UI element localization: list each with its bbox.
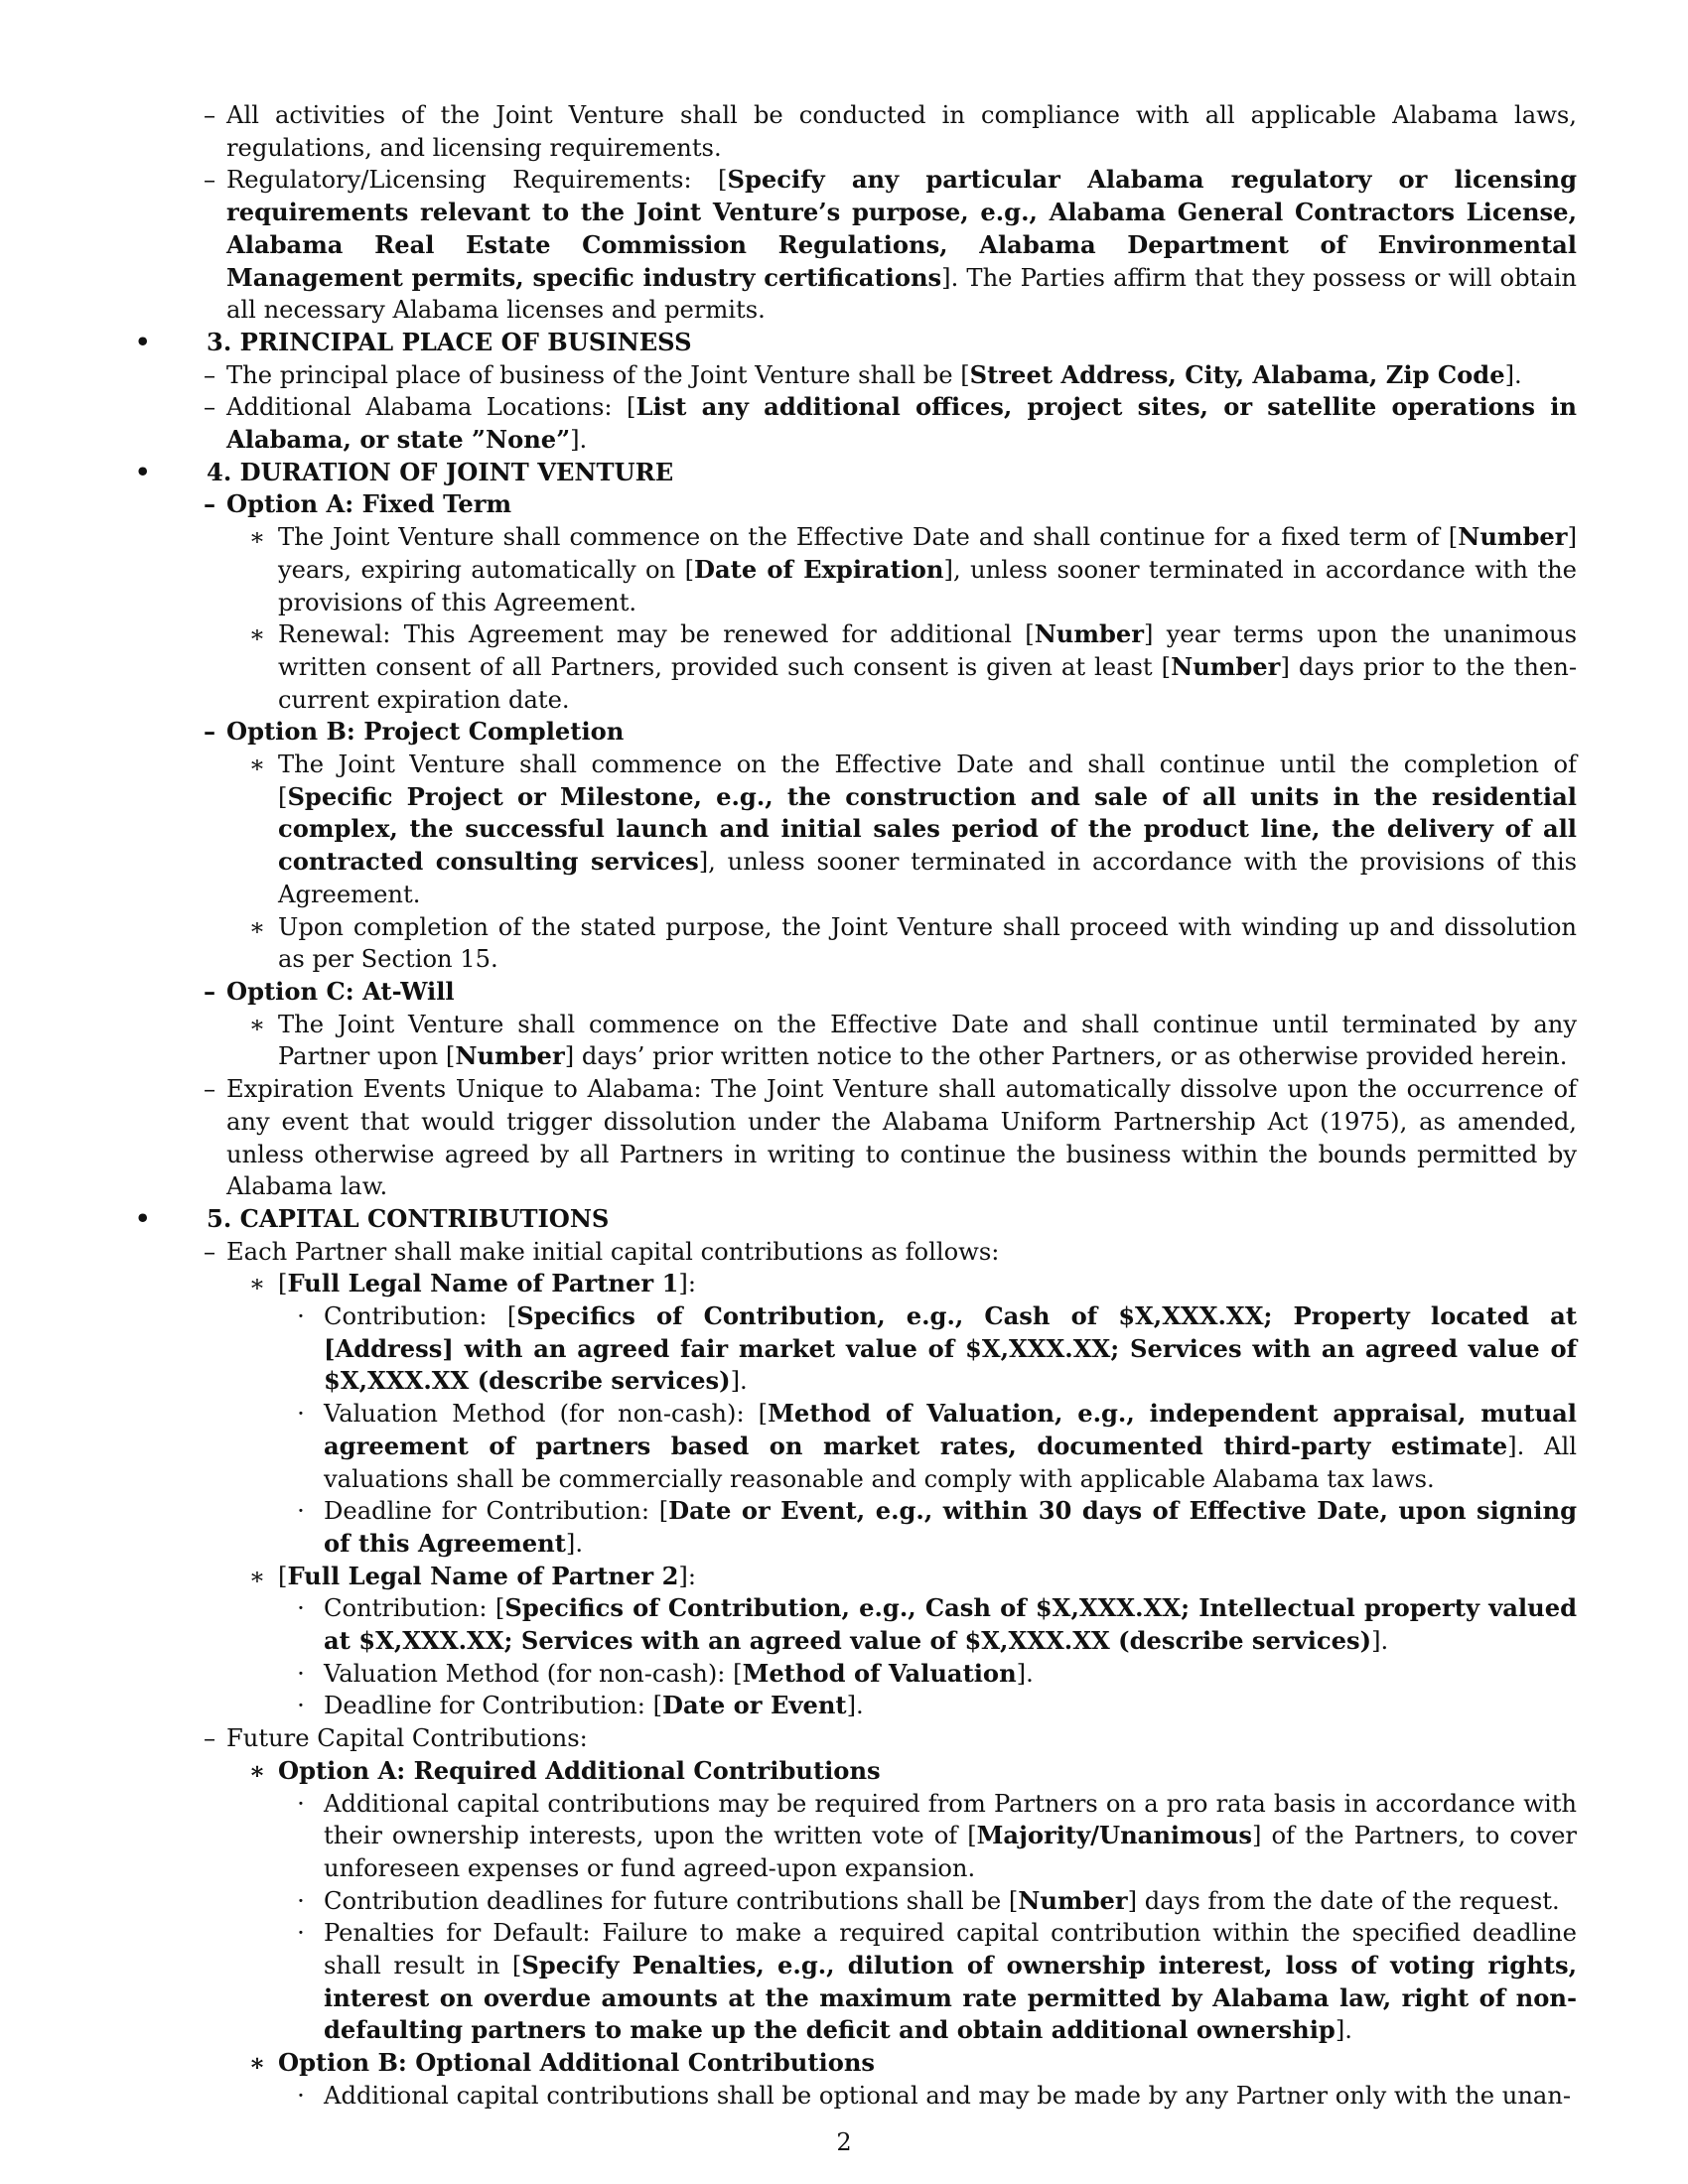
option-title: Option A: Fixed Term	[226, 489, 512, 519]
placeholder-text: Full Legal Name of Partner 1	[287, 1269, 679, 1298]
item-text: Each Partner shall make initial capital contributions as follows:	[226, 1237, 1000, 1266]
placeholder-text: Date of Expiration	[694, 554, 944, 584]
placeholder-text: Number	[1171, 651, 1281, 681]
star-marker: ∗	[248, 523, 266, 552]
item-text: ].	[565, 1529, 584, 1558]
dot-marker: ·	[297, 2081, 305, 2110]
placeholder-text: Number	[1034, 619, 1145, 649]
dash-marker: –	[203, 360, 216, 389]
option-heading	[131, 2047, 1577, 2080]
list-item	[131, 391, 1577, 456]
item-text: Future Capital Contributions:	[226, 1724, 588, 1753]
item-text: Additional capital contributions shall be optional and may be made by any Partner only with the unan-	[324, 2081, 1572, 2110]
dash-marker: –	[203, 489, 216, 519]
dot-marker: ·	[297, 1400, 305, 1429]
section-title: 5. CAPITAL CONTRIBUTIONS	[207, 1203, 610, 1233]
item-text: Renewal: This Agreement may be renewed for additional [	[278, 620, 1035, 649]
option-title: Option A: Required Additional Contributions	[278, 1755, 881, 1785]
item-text: ] of the Partners, to cover unforeseen expenses or fund agreed-upon expansion.	[324, 1822, 1577, 1882]
list-item	[131, 1690, 1577, 1722]
star-marker: ∗	[248, 912, 266, 941]
document-body	[131, 99, 1577, 2113]
option-heading	[131, 488, 1577, 521]
item-text: Valuation Method (for non-cash): [	[324, 1659, 743, 1688]
item-text: Deadline for Contribution: [	[324, 1497, 669, 1526]
item-text: The Joint Venture shall commence on the Effective Date and shall continue until the completion of [	[278, 751, 1577, 811]
list-item	[131, 1788, 1577, 1885]
dash-marker: –	[203, 1724, 216, 1753]
item-text: The principal place of business of the Joint Venture shall be [	[226, 360, 970, 389]
list-item	[131, 164, 1577, 327]
option-heading	[131, 976, 1577, 1009]
dot-marker: ·	[297, 1302, 305, 1331]
list-item	[131, 1658, 1577, 1691]
bullet-marker: •	[135, 457, 151, 486]
item-text: ], unless sooner terminated in accordance with the provisions of this Agreement.	[278, 848, 1577, 908]
item-text: Regulatory/Licensing Requirements: [	[226, 166, 728, 195]
item-text: Valuation Method (for non-cash): [	[324, 1400, 769, 1429]
placeholder-text: List any additional offices, project sites, or satellite operations in Alabama, or state ”None”	[226, 392, 1577, 455]
list-item	[131, 1236, 1577, 1269]
placeholder-text: Specify any particular Alabama regulatory or licensing requirements relevant to the Joint Venture’s purpose, e.g., Alabama General Contractors License, Alabama Real Estate Commission Regulations, Alabama Department of Environmental Management permits, specific industry certifications	[226, 165, 1577, 292]
list-item	[131, 911, 1577, 976]
dot-marker: ·	[297, 1886, 305, 1915]
dash-marker: –	[203, 393, 216, 422]
dash-marker: –	[203, 717, 216, 747]
item-text: The Joint Venture shall commence on the Effective Date and shall continue until terminated by any Partner upon [	[278, 1010, 1577, 1071]
item-text: [	[278, 1562, 288, 1590]
item-text: ] days from the date of the request.	[1127, 1886, 1560, 1915]
item-text: Additional capital contributions may be required from Partners on a pro rata basis in accordance with their ownership interests, upon the written vote of [	[324, 1789, 1577, 1850]
dash-marker: –	[203, 1075, 216, 1104]
list-item	[131, 1268, 1577, 1300]
option-title: Option B: Optional Additional Contributions	[278, 2048, 876, 2078]
item-text: ] year terms upon the unanimous written consent of all Partners, provided such consent is given at least [	[278, 620, 1577, 681]
item-text: ].	[1016, 1659, 1034, 1688]
list-item	[131, 1009, 1577, 1073]
star-marker: ∗	[248, 1270, 266, 1298]
placeholder-text: Number	[1018, 1885, 1128, 1915]
dash-marker: –	[203, 101, 216, 129]
item-text: The Joint Venture shall commence on the Effective Date and shall continue for a fixed term of [	[278, 523, 1459, 552]
list-item	[131, 749, 1577, 911]
star-marker: ∗	[248, 751, 266, 779]
item-text: ]. The Parties affirm that they possess or will obtain all necessary Alabama licenses and permits.	[226, 263, 1578, 325]
star-marker: ∗	[248, 1755, 266, 1785]
bullet-marker: •	[135, 327, 151, 356]
section-title: 3. PRINCIPAL PLACE OF BUSINESS	[207, 327, 692, 356]
list-item	[131, 1561, 1577, 1593]
option-title: Option B: Project Completion	[226, 717, 625, 747]
list-item	[131, 1917, 1577, 2047]
star-marker: ∗	[248, 1562, 266, 1590]
list-item	[131, 1300, 1577, 1398]
placeholder-text: Street Address, City, Alabama, Zip Code	[969, 359, 1505, 389]
item-text: [	[278, 1270, 288, 1298]
placeholder-text: Majority/Unanimous	[976, 1821, 1253, 1850]
placeholder-text: Method of Valuation, e.g., independent appraisal, mutual agreement of partners based on market rates, documented third-party estimate	[324, 1399, 1577, 1460]
list-item	[131, 99, 1577, 164]
option-title: Option C: At-Will	[226, 976, 455, 1006]
placeholder-text: Specific Project or Milestone, e.g., the construction and sale of all units in the residential complex, the successful launch and initial sales period of the product line, the delivery of all contracted consulting services	[278, 781, 1577, 877]
item-text: Upon completion of the stated purpose, the Joint Venture shall proceed with winding up and dissolution as per Section 15.	[278, 912, 1577, 974]
placeholder-text: Number	[1458, 522, 1568, 552]
list-item	[131, 1592, 1577, 1657]
item-text: ]. All valuations shall be commercially reasonable and comply with applicable Alabama tax laws.	[324, 1432, 1577, 1493]
item-text: Additional Alabama Locations: [	[226, 393, 636, 422]
placeholder-text: Specify Penalties, e.g., dilution of ownership interest, loss of voting rights, interest on overdue amounts at the maximum rate permitted by Alabama law, right of non-defaulting partners to make up the deficit and obtain additional ownership	[324, 1951, 1577, 2045]
list-item	[131, 1722, 1577, 1755]
item-text: Deadline for Contribution: [	[324, 1692, 663, 1720]
list-item	[131, 1885, 1577, 1918]
dot-marker: ·	[297, 1692, 305, 1720]
option-heading	[131, 716, 1577, 749]
list-item	[131, 1398, 1577, 1495]
item-text: ]:	[678, 1562, 696, 1590]
dot-marker: ·	[297, 1659, 305, 1688]
item-text: Expiration Events Unique to Alabama: The Joint Venture shall automatically dissolve upon the occurrence of any event that would trigger dissolution under the Alabama Uniform Partnership Act (1975), as amended, unless otherwise agreed by all Partners in writing to continue the business within the bounds permitted by Alabama law.	[226, 1075, 1577, 1201]
item-text: All activities of the Joint Venture shall be conducted in compliance with all applicable Alabama laws, regulations, and licensing requirements.	[226, 101, 1577, 162]
list-item	[131, 2080, 1577, 2113]
dot-marker: ·	[297, 1594, 305, 1623]
item-text: ], unless sooner terminated in accordance with the provisions of this Agreement.	[278, 555, 1577, 616]
item-text: ].	[730, 1367, 748, 1396]
item-text: ].	[1335, 2016, 1352, 2045]
item-text: Penalties for Default: Failure to make a required capital contribution within the specified deadline shall result in [	[324, 1919, 1577, 1980]
item-text: Contribution deadlines for future contributions shall be [	[324, 1886, 1019, 1915]
star-marker: ∗	[248, 1010, 266, 1038]
option-heading	[131, 1755, 1577, 1788]
dot-marker: ·	[297, 1497, 305, 1526]
item-text: Contribution: [	[324, 1302, 517, 1331]
item-text: ] days prior to the then-current expiration date.	[278, 652, 1578, 714]
star-marker: ∗	[248, 2048, 266, 2078]
placeholder-text: Method of Valuation	[742, 1658, 1017, 1688]
item-text: ]:	[678, 1270, 696, 1298]
placeholder-text: Date or Event, e.g., within 30 days of Effective Date, upon signing of this Agreement	[324, 1496, 1577, 1558]
dash-marker: –	[203, 976, 216, 1006]
list-item	[131, 1495, 1577, 1560]
page-number: 2	[836, 2128, 852, 2156]
placeholder-text: Date or Event	[662, 1691, 847, 1720]
section-title: 4. DURATION OF JOINT VENTURE	[207, 457, 674, 486]
dash-marker: –	[203, 1237, 216, 1266]
star-marker: ∗	[248, 620, 266, 649]
item-text: ].	[1371, 1627, 1389, 1656]
placeholder-text: Number	[455, 1041, 565, 1071]
item-text: Contribution: [	[324, 1594, 505, 1623]
placeholder-text: Specifics of Contribution, e.g., Cash of $X,XXX.XX; Intellectual property valued at $X,XXX.XX; Services with an agreed value of $X,XXX.XX (describe services)	[324, 1593, 1577, 1656]
section-heading	[131, 1203, 1577, 1236]
list-item	[131, 1073, 1577, 1203]
item-text: ].	[1504, 360, 1522, 389]
list-item	[131, 359, 1577, 392]
placeholder-text: Specifics of Contribution, e.g., Cash of $X,XXX.XX; Property located at [Address] with an agreed fair market value of $X,XXX.XX; Services with an agreed value of $X,XXX.XX (describe services)	[324, 1301, 1577, 1396]
section-heading	[131, 457, 1577, 489]
bullet-marker: •	[135, 1203, 151, 1233]
item-text: ].	[570, 426, 588, 455]
placeholder-text: Full Legal Name of Partner 2	[287, 1561, 679, 1590]
item-text: ].	[846, 1692, 864, 1720]
dash-marker: –	[203, 166, 216, 195]
item-text: ] years, expiring automatically on [	[278, 523, 1577, 584]
list-item	[131, 618, 1577, 716]
section-heading	[131, 327, 1577, 359]
list-item	[131, 521, 1577, 618]
dot-marker: ·	[297, 1789, 305, 1818]
item-text: ] days’ prior written notice to the other Partners, or as otherwise provided herein.	[564, 1042, 1568, 1071]
dot-marker: ·	[297, 1919, 305, 1948]
